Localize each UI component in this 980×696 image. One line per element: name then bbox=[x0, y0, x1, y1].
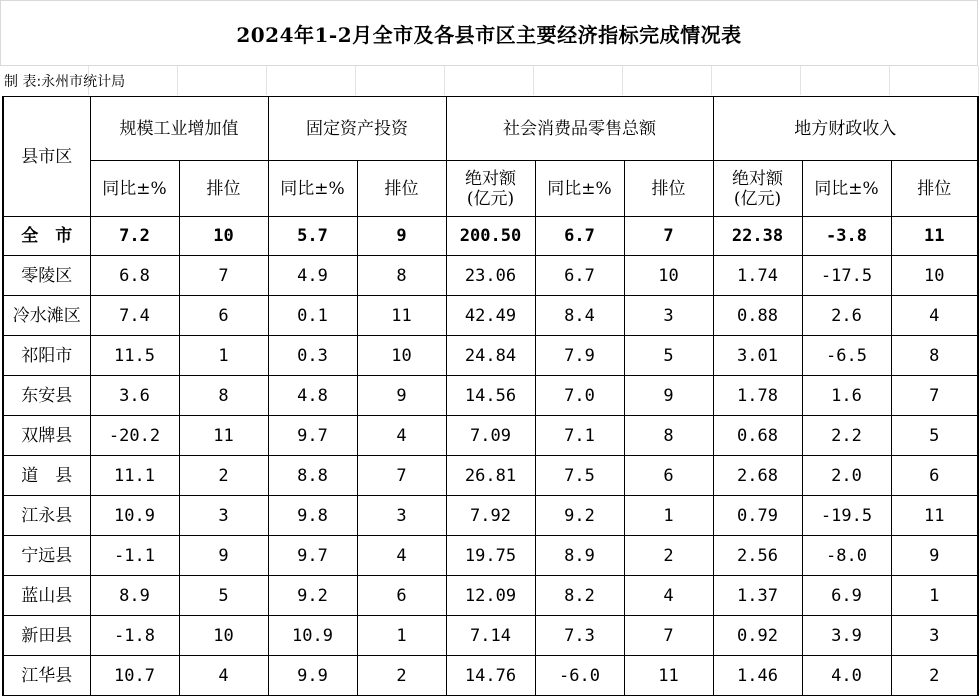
value-cell: 1.37 bbox=[713, 576, 802, 616]
region-name: 零陵区 bbox=[3, 256, 90, 296]
table-row bbox=[3, 656, 978, 696]
value-cell: 8 bbox=[357, 256, 446, 296]
region-name: 全 市 bbox=[3, 217, 90, 256]
value-cell: -20.2 bbox=[90, 416, 179, 456]
region-name: 蓝山县 bbox=[3, 576, 90, 616]
region-name: 新田县 bbox=[3, 616, 90, 656]
value-cell: 2.6 bbox=[802, 296, 891, 336]
value-cell: 0.3 bbox=[268, 336, 357, 376]
region-name: 祁阳市 bbox=[3, 336, 90, 376]
value-cell: 2 bbox=[891, 656, 978, 696]
value-cell: 2.68 bbox=[713, 456, 802, 496]
value-cell: 11 bbox=[891, 217, 978, 256]
header-region: 县市区 bbox=[3, 97, 90, 217]
total-row bbox=[3, 217, 978, 256]
value-cell: 23.06 bbox=[446, 256, 535, 296]
value-cell: 9.9 bbox=[268, 656, 357, 696]
value-cell: -19.5 bbox=[802, 496, 891, 536]
value-cell: 8 bbox=[179, 376, 268, 416]
table-row bbox=[3, 496, 978, 536]
value-cell: 11 bbox=[357, 296, 446, 336]
value-cell: 3 bbox=[357, 496, 446, 536]
value-cell: 7.92 bbox=[446, 496, 535, 536]
value-cell: -1.8 bbox=[90, 616, 179, 656]
value-cell: 4 bbox=[357, 536, 446, 576]
value-cell: 2 bbox=[624, 536, 713, 576]
value-cell: 7.4 bbox=[90, 296, 179, 336]
value-cell: 9 bbox=[891, 536, 978, 576]
table-row bbox=[3, 336, 978, 376]
value-cell: 10 bbox=[624, 256, 713, 296]
value-cell: 7 bbox=[624, 217, 713, 256]
table-row bbox=[3, 296, 978, 336]
value-cell: 11 bbox=[624, 656, 713, 696]
value-cell: 5 bbox=[624, 336, 713, 376]
value-cell: 7.9 bbox=[535, 336, 624, 376]
value-cell: 5 bbox=[891, 416, 978, 456]
value-cell: 5 bbox=[179, 576, 268, 616]
value-cell: 8.4 bbox=[535, 296, 624, 336]
value-cell: 6.7 bbox=[535, 256, 624, 296]
value-cell: 9.8 bbox=[268, 496, 357, 536]
value-cell: 9.2 bbox=[268, 576, 357, 616]
value-cell: 4 bbox=[179, 656, 268, 696]
value-cell: 10.7 bbox=[90, 656, 179, 696]
header-retail: 社会消费品零售总额 bbox=[446, 97, 713, 161]
sub-rank: 排位 bbox=[891, 161, 978, 217]
value-cell: 1.78 bbox=[713, 376, 802, 416]
value-cell: 200.50 bbox=[446, 217, 535, 256]
value-cell: 7.2 bbox=[90, 217, 179, 256]
value-cell: 5.7 bbox=[268, 217, 357, 256]
value-cell: 7.3 bbox=[535, 616, 624, 656]
value-cell: 8.9 bbox=[90, 576, 179, 616]
indicator-table bbox=[2, 96, 979, 696]
value-cell: 22.38 bbox=[713, 217, 802, 256]
maker-label: 制 表:永州市统计局 bbox=[4, 74, 126, 90]
region-name: 双牌县 bbox=[3, 416, 90, 456]
value-cell: 3.9 bbox=[802, 616, 891, 656]
value-cell: 7.1 bbox=[535, 416, 624, 456]
value-cell: 10.9 bbox=[268, 616, 357, 656]
region-name: 江永县 bbox=[3, 496, 90, 536]
header-fiscal: 地方财政收入 bbox=[713, 97, 978, 161]
value-cell: 14.76 bbox=[446, 656, 535, 696]
value-cell: 12.09 bbox=[446, 576, 535, 616]
value-cell: 8 bbox=[891, 336, 978, 376]
value-cell: 4 bbox=[891, 296, 978, 336]
value-cell: 1 bbox=[891, 576, 978, 616]
value-cell: 3 bbox=[891, 616, 978, 656]
value-cell: 6 bbox=[357, 576, 446, 616]
value-cell: 19.75 bbox=[446, 536, 535, 576]
value-cell: 9 bbox=[179, 536, 268, 576]
value-cell: 0.92 bbox=[713, 616, 802, 656]
value-cell: 2 bbox=[179, 456, 268, 496]
value-cell: 11.5 bbox=[90, 336, 179, 376]
value-cell: -17.5 bbox=[802, 256, 891, 296]
value-cell: -3.8 bbox=[802, 217, 891, 256]
region-name: 江华县 bbox=[3, 656, 90, 696]
value-cell: 2.56 bbox=[713, 536, 802, 576]
value-cell: 3 bbox=[179, 496, 268, 536]
value-cell: 11 bbox=[891, 496, 978, 536]
value-cell: 8.9 bbox=[535, 536, 624, 576]
value-cell: 9.7 bbox=[268, 416, 357, 456]
table-row bbox=[3, 256, 978, 296]
value-cell: 8 bbox=[624, 416, 713, 456]
sub-rank: 排位 bbox=[624, 161, 713, 217]
value-cell: 9 bbox=[357, 376, 446, 416]
value-cell: 0.79 bbox=[713, 496, 802, 536]
value-cell: 6.7 bbox=[535, 217, 624, 256]
value-cell: 10 bbox=[357, 336, 446, 376]
region-name: 道 县 bbox=[3, 456, 90, 496]
value-cell: 2.0 bbox=[802, 456, 891, 496]
value-cell: -1.1 bbox=[90, 536, 179, 576]
value-cell: 7 bbox=[891, 376, 978, 416]
value-cell: 4.0 bbox=[802, 656, 891, 696]
value-cell: 11.1 bbox=[90, 456, 179, 496]
value-cell: 7 bbox=[357, 456, 446, 496]
value-cell: 7 bbox=[179, 256, 268, 296]
header-industry: 规模工业增加值 bbox=[90, 97, 268, 161]
value-cell: 3 bbox=[624, 296, 713, 336]
sub-yoy: 同比±% bbox=[802, 161, 891, 217]
table-row bbox=[3, 536, 978, 576]
value-cell: 0.1 bbox=[268, 296, 357, 336]
value-cell: 3.01 bbox=[713, 336, 802, 376]
table-row bbox=[3, 416, 978, 456]
value-cell: 4 bbox=[357, 416, 446, 456]
region-name: 宁远县 bbox=[3, 536, 90, 576]
table-row bbox=[3, 616, 978, 656]
sub-yoy: 同比±% bbox=[90, 161, 179, 217]
sub-yoy: 同比±% bbox=[535, 161, 624, 217]
table-row bbox=[3, 576, 978, 616]
value-cell: 7 bbox=[624, 616, 713, 656]
value-cell: 1 bbox=[179, 336, 268, 376]
value-cell: 14.56 bbox=[446, 376, 535, 416]
value-cell: 9.7 bbox=[268, 536, 357, 576]
value-cell: 8.2 bbox=[535, 576, 624, 616]
table-row bbox=[3, 376, 978, 416]
value-cell: 11 bbox=[179, 416, 268, 456]
value-cell: 4.9 bbox=[268, 256, 357, 296]
value-cell: 10 bbox=[179, 616, 268, 656]
region-name: 冷水滩区 bbox=[3, 296, 90, 336]
value-cell: 9 bbox=[624, 376, 713, 416]
value-cell: 7.09 bbox=[446, 416, 535, 456]
region-name: 东安县 bbox=[3, 376, 90, 416]
value-cell: 7.14 bbox=[446, 616, 535, 656]
value-cell: 6.8 bbox=[90, 256, 179, 296]
value-cell: -8.0 bbox=[802, 536, 891, 576]
value-cell: 7.5 bbox=[535, 456, 624, 496]
value-cell: 10 bbox=[891, 256, 978, 296]
sub-abs: 绝对额 (亿元) bbox=[713, 161, 802, 217]
value-cell: 2 bbox=[357, 656, 446, 696]
table-row bbox=[3, 456, 978, 496]
value-cell: 42.49 bbox=[446, 296, 535, 336]
value-cell: 9 bbox=[357, 217, 446, 256]
value-cell: 1.6 bbox=[802, 376, 891, 416]
value-cell: 0.88 bbox=[713, 296, 802, 336]
value-cell: 26.81 bbox=[446, 456, 535, 496]
sub-yoy: 同比±% bbox=[268, 161, 357, 217]
value-cell: 6 bbox=[179, 296, 268, 336]
value-cell: 2.2 bbox=[802, 416, 891, 456]
value-cell: 1 bbox=[357, 616, 446, 656]
table-title: 2024年1-2月全市及各县市区主要经济指标完成情况表 bbox=[0, 0, 978, 66]
value-cell: 1 bbox=[624, 496, 713, 536]
value-cell: 9.2 bbox=[535, 496, 624, 536]
value-cell: 10 bbox=[179, 217, 268, 256]
sub-rank: 排位 bbox=[357, 161, 446, 217]
value-cell: 4.8 bbox=[268, 376, 357, 416]
value-cell: 24.84 bbox=[446, 336, 535, 376]
sub-rank: 排位 bbox=[179, 161, 268, 217]
value-cell: 6 bbox=[624, 456, 713, 496]
value-cell: 4 bbox=[624, 576, 713, 616]
sub-abs: 绝对额 (亿元) bbox=[446, 161, 535, 217]
value-cell: 8.8 bbox=[268, 456, 357, 496]
value-cell: 1.46 bbox=[713, 656, 802, 696]
header-investment: 固定资产投资 bbox=[268, 97, 446, 161]
value-cell: -6.5 bbox=[802, 336, 891, 376]
value-cell: 6 bbox=[891, 456, 978, 496]
value-cell: 0.68 bbox=[713, 416, 802, 456]
maker-row bbox=[0, 66, 980, 95]
value-cell: -6.0 bbox=[535, 656, 624, 696]
value-cell: 10.9 bbox=[90, 496, 179, 536]
value-cell: 3.6 bbox=[90, 376, 179, 416]
value-cell: 7.0 bbox=[535, 376, 624, 416]
value-cell: 6.9 bbox=[802, 576, 891, 616]
value-cell: 1.74 bbox=[713, 256, 802, 296]
